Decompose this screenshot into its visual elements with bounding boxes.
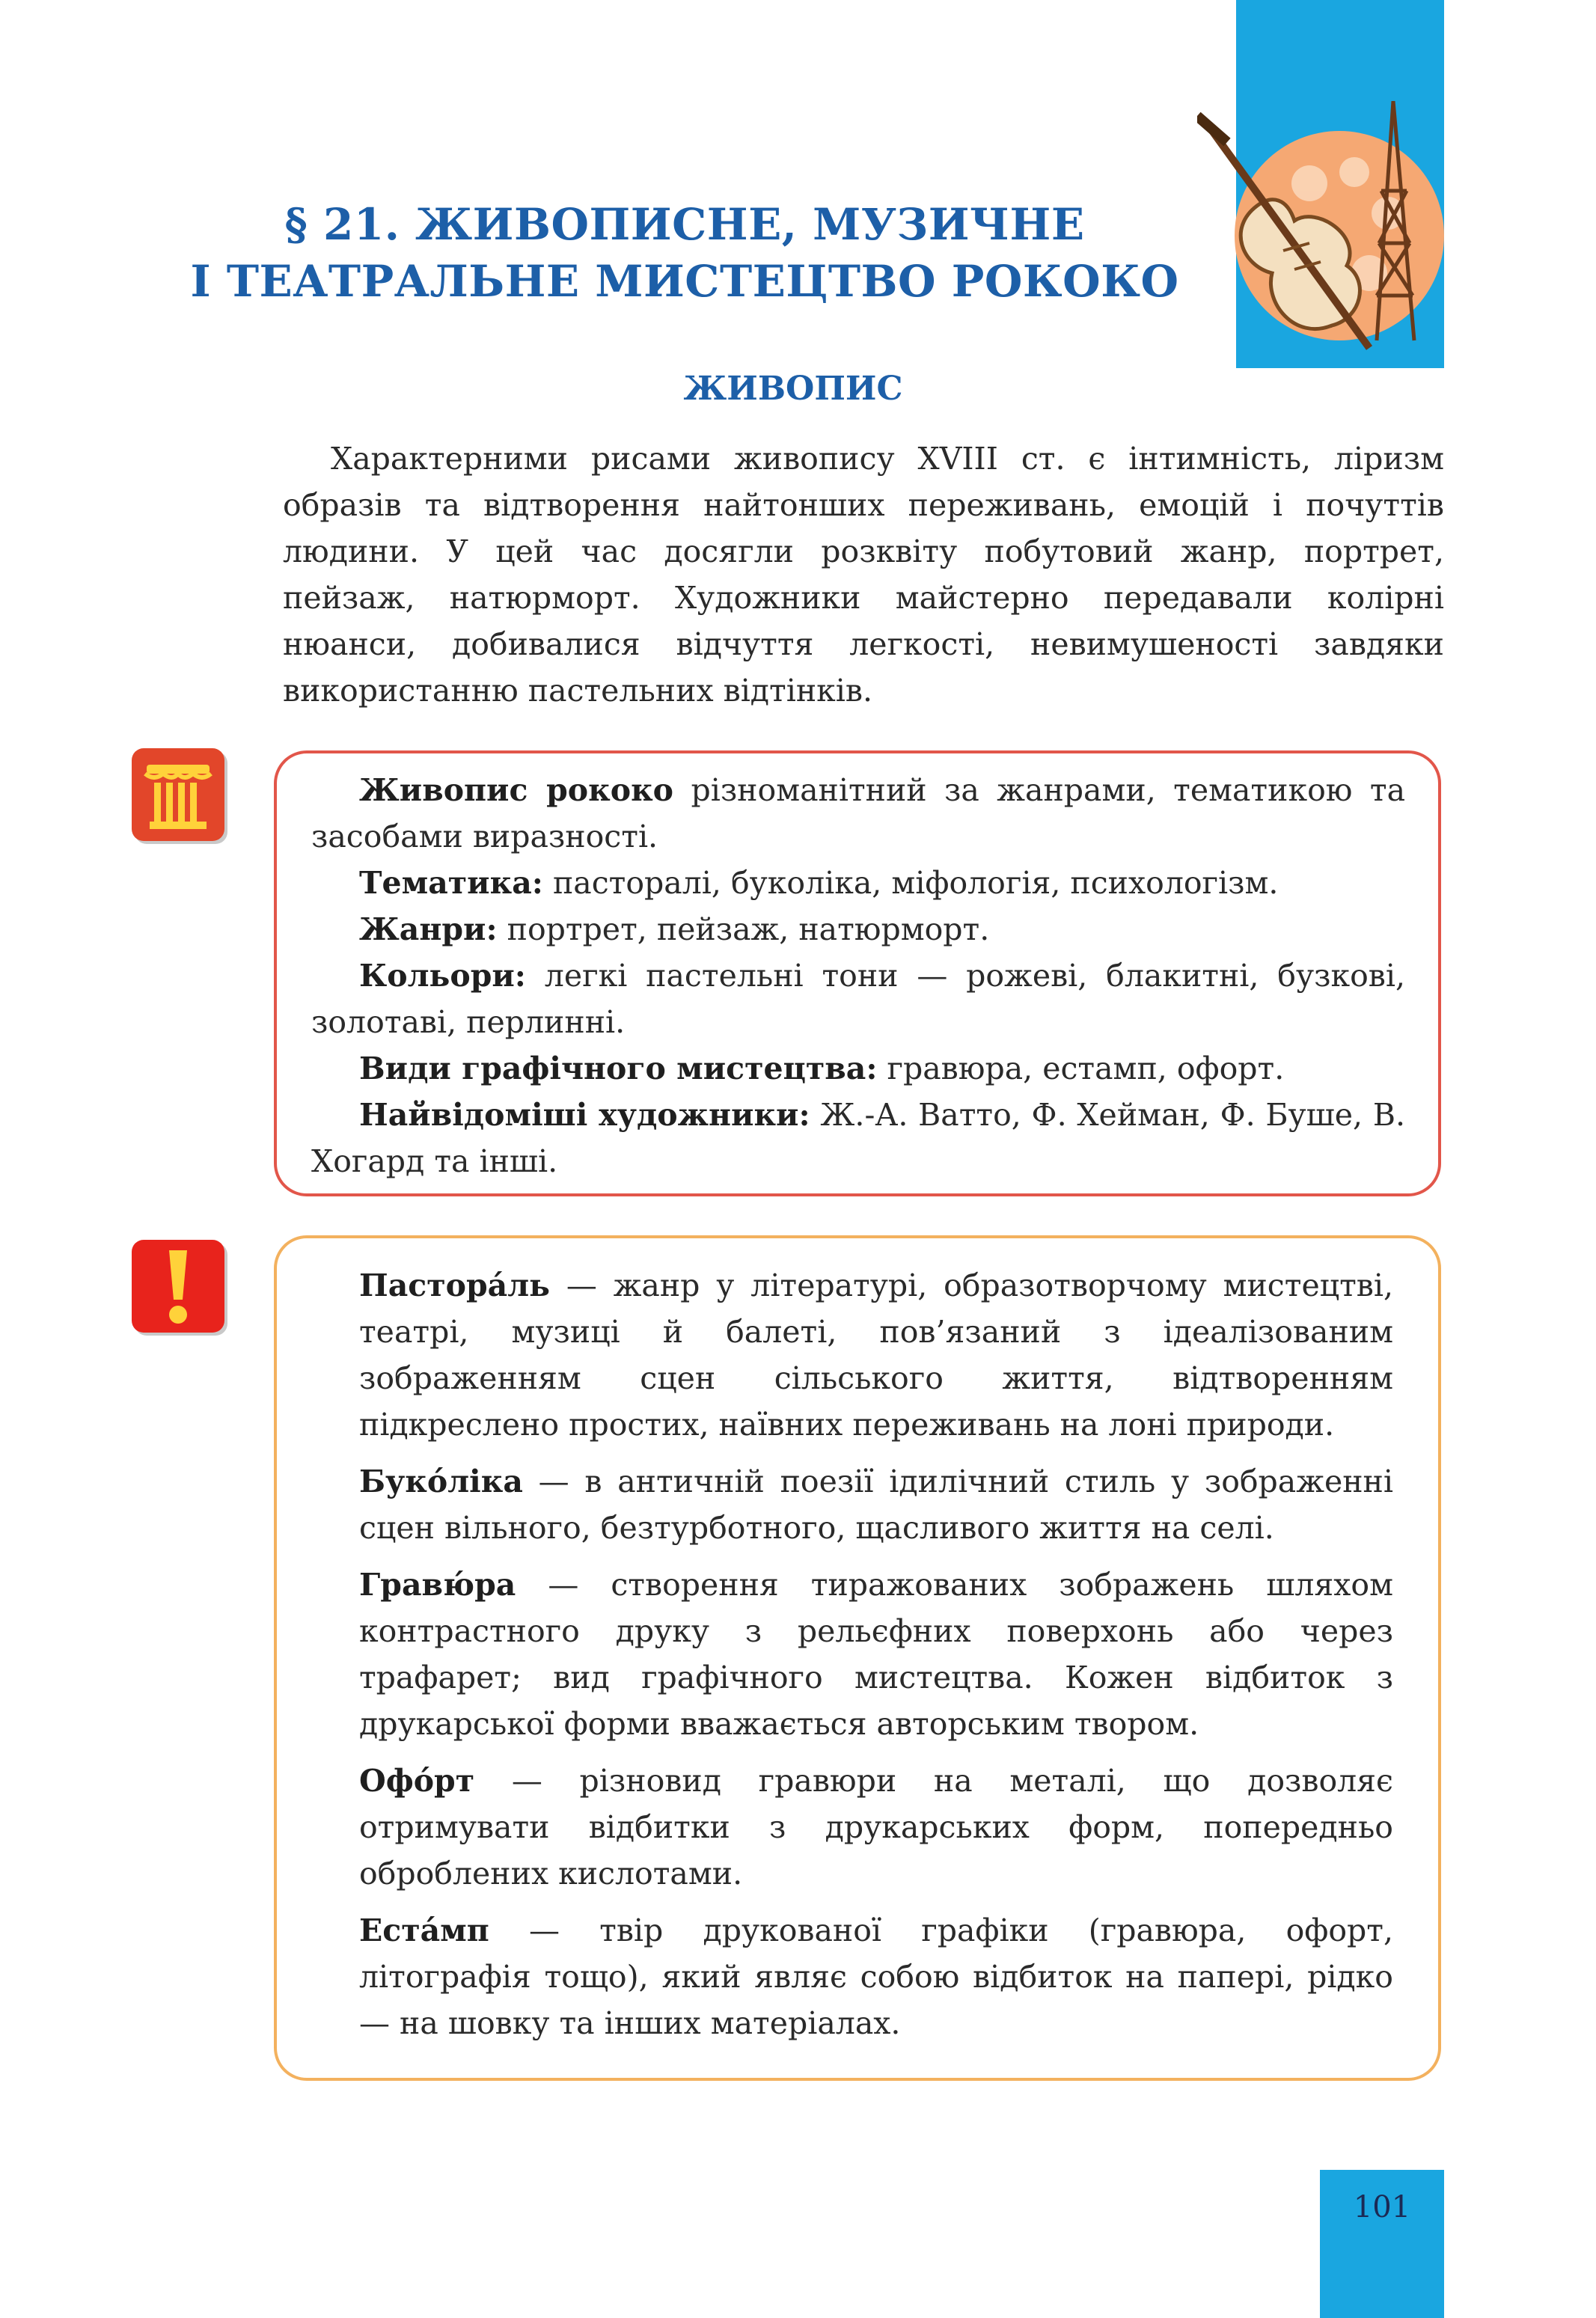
exclamation-icon	[132, 1240, 224, 1333]
glossary-item	[359, 1262, 1393, 1448]
column-icon	[132, 748, 224, 841]
summary-term: Види графічного мистецтва:	[359, 1051, 878, 1086]
summary-text: різноманітний за жанрами, тематикою та засобами виразності.	[311, 772, 1406, 854]
glossary-box	[274, 1235, 1441, 2081]
title-line-2: І ТЕАТРАЛЬНЕ МИСТЕЦТВО РОКОКО	[190, 256, 1179, 307]
summary-text: Ж.-А. Ватто, Ф. Хейман, Ф. Буше, В. Хогард та інші.	[311, 1097, 1405, 1179]
summary-text: гравюра, естамп, офорт.	[877, 1051, 1285, 1086]
violin-eiffel-tower-emblem-icon	[1197, 101, 1452, 370]
summary-item	[311, 906, 1405, 952]
glossary-item	[359, 1758, 1393, 1897]
glossary-definition: — різновид гравюри на металі, що дозволяє отримувати відбитки з друкарських форм, попередньо оброблених кислотами.	[359, 1763, 1393, 1892]
title-line-1: § 21. ЖИВОПИСНЕ, МУЗИЧНЕ	[284, 199, 1085, 250]
glossary-item	[359, 1907, 1393, 2046]
summary-item	[311, 767, 1405, 860]
summary-term: Кольори:	[359, 958, 526, 994]
section-heading: ЖИВОПИС	[683, 370, 903, 408]
summary-text: портрет, пейзаж, натюрморт.	[497, 911, 990, 947]
intro-text: Характерними рисами живопису XVIII ст. є інтимність, ліризм образів та відтворення найтонших переживань, емоцій і почуттів людини. У цей час досягли розквіту побутовий жанр, портрет, пейзаж, натюрморт. Художники майстерно передавали колірні нюанси, добивалися відчуття легкості, невимушеності завдяки використанню пастельних відтінків.	[283, 441, 1444, 709]
page-title	[187, 196, 1182, 310]
glossary-term: Буко́ліка	[359, 1464, 523, 1499]
summary-term: Живопис рококо	[359, 772, 674, 808]
summary-item	[311, 1092, 1405, 1184]
summary-item	[311, 1045, 1405, 1092]
glossary-term: Гравю́ра	[359, 1567, 516, 1603]
summary-item	[311, 952, 1405, 1045]
summary-text: пасторалі, буколіка, міфологія, психологізм.	[542, 865, 1279, 901]
glossary-definition: — жанр у літературі, образотворчому мистецтві, театрі, музиці й балеті, пов’язаний з ідеалізованим зображенням сцен сільського життя, відтворенням підкреслено простих, наївних переживань на лоні природи.	[359, 1267, 1393, 1443]
summary-term: Жанри:	[359, 911, 498, 947]
glossary-item	[359, 1562, 1393, 1747]
summary-box	[274, 750, 1441, 1196]
glossary-definition: — створення тиражованих зображень шляхом контрастного друку з рельєфних поверхонь або через трафарет; вид графічного мистецтва. Кожен відбиток з друкарської форми вважається авторським твором.	[359, 1567, 1393, 1742]
glossary-item	[359, 1458, 1393, 1551]
summary-term: Тематика:	[359, 865, 543, 901]
glossary-definition: — твір друкованої графіки (гравюра, офорт, літографія тощо), який являє собою відбиток на папері, рідко — на шовку та інших матеріалах.	[359, 1912, 1393, 2041]
intro-paragraph	[283, 435, 1444, 714]
glossary-term: Пастора́ль	[359, 1267, 550, 1303]
glossary-definition: — в античній поезії ідилічний стиль у зображенні сцен вільного, безтурботного, щасливого життя на селі.	[359, 1464, 1393, 1546]
glossary-term: Офо́рт	[359, 1763, 475, 1799]
summary-term: Найвідоміші художники:	[359, 1097, 810, 1133]
page-number: 101	[1353, 2190, 1411, 2224]
glossary-term: Еста́мп	[359, 1912, 489, 1948]
summary-item	[311, 860, 1405, 906]
summary-text: легкі пастельні тони — рожеві, блакитні, бузкові, золотаві, перлинні.	[311, 958, 1405, 1040]
